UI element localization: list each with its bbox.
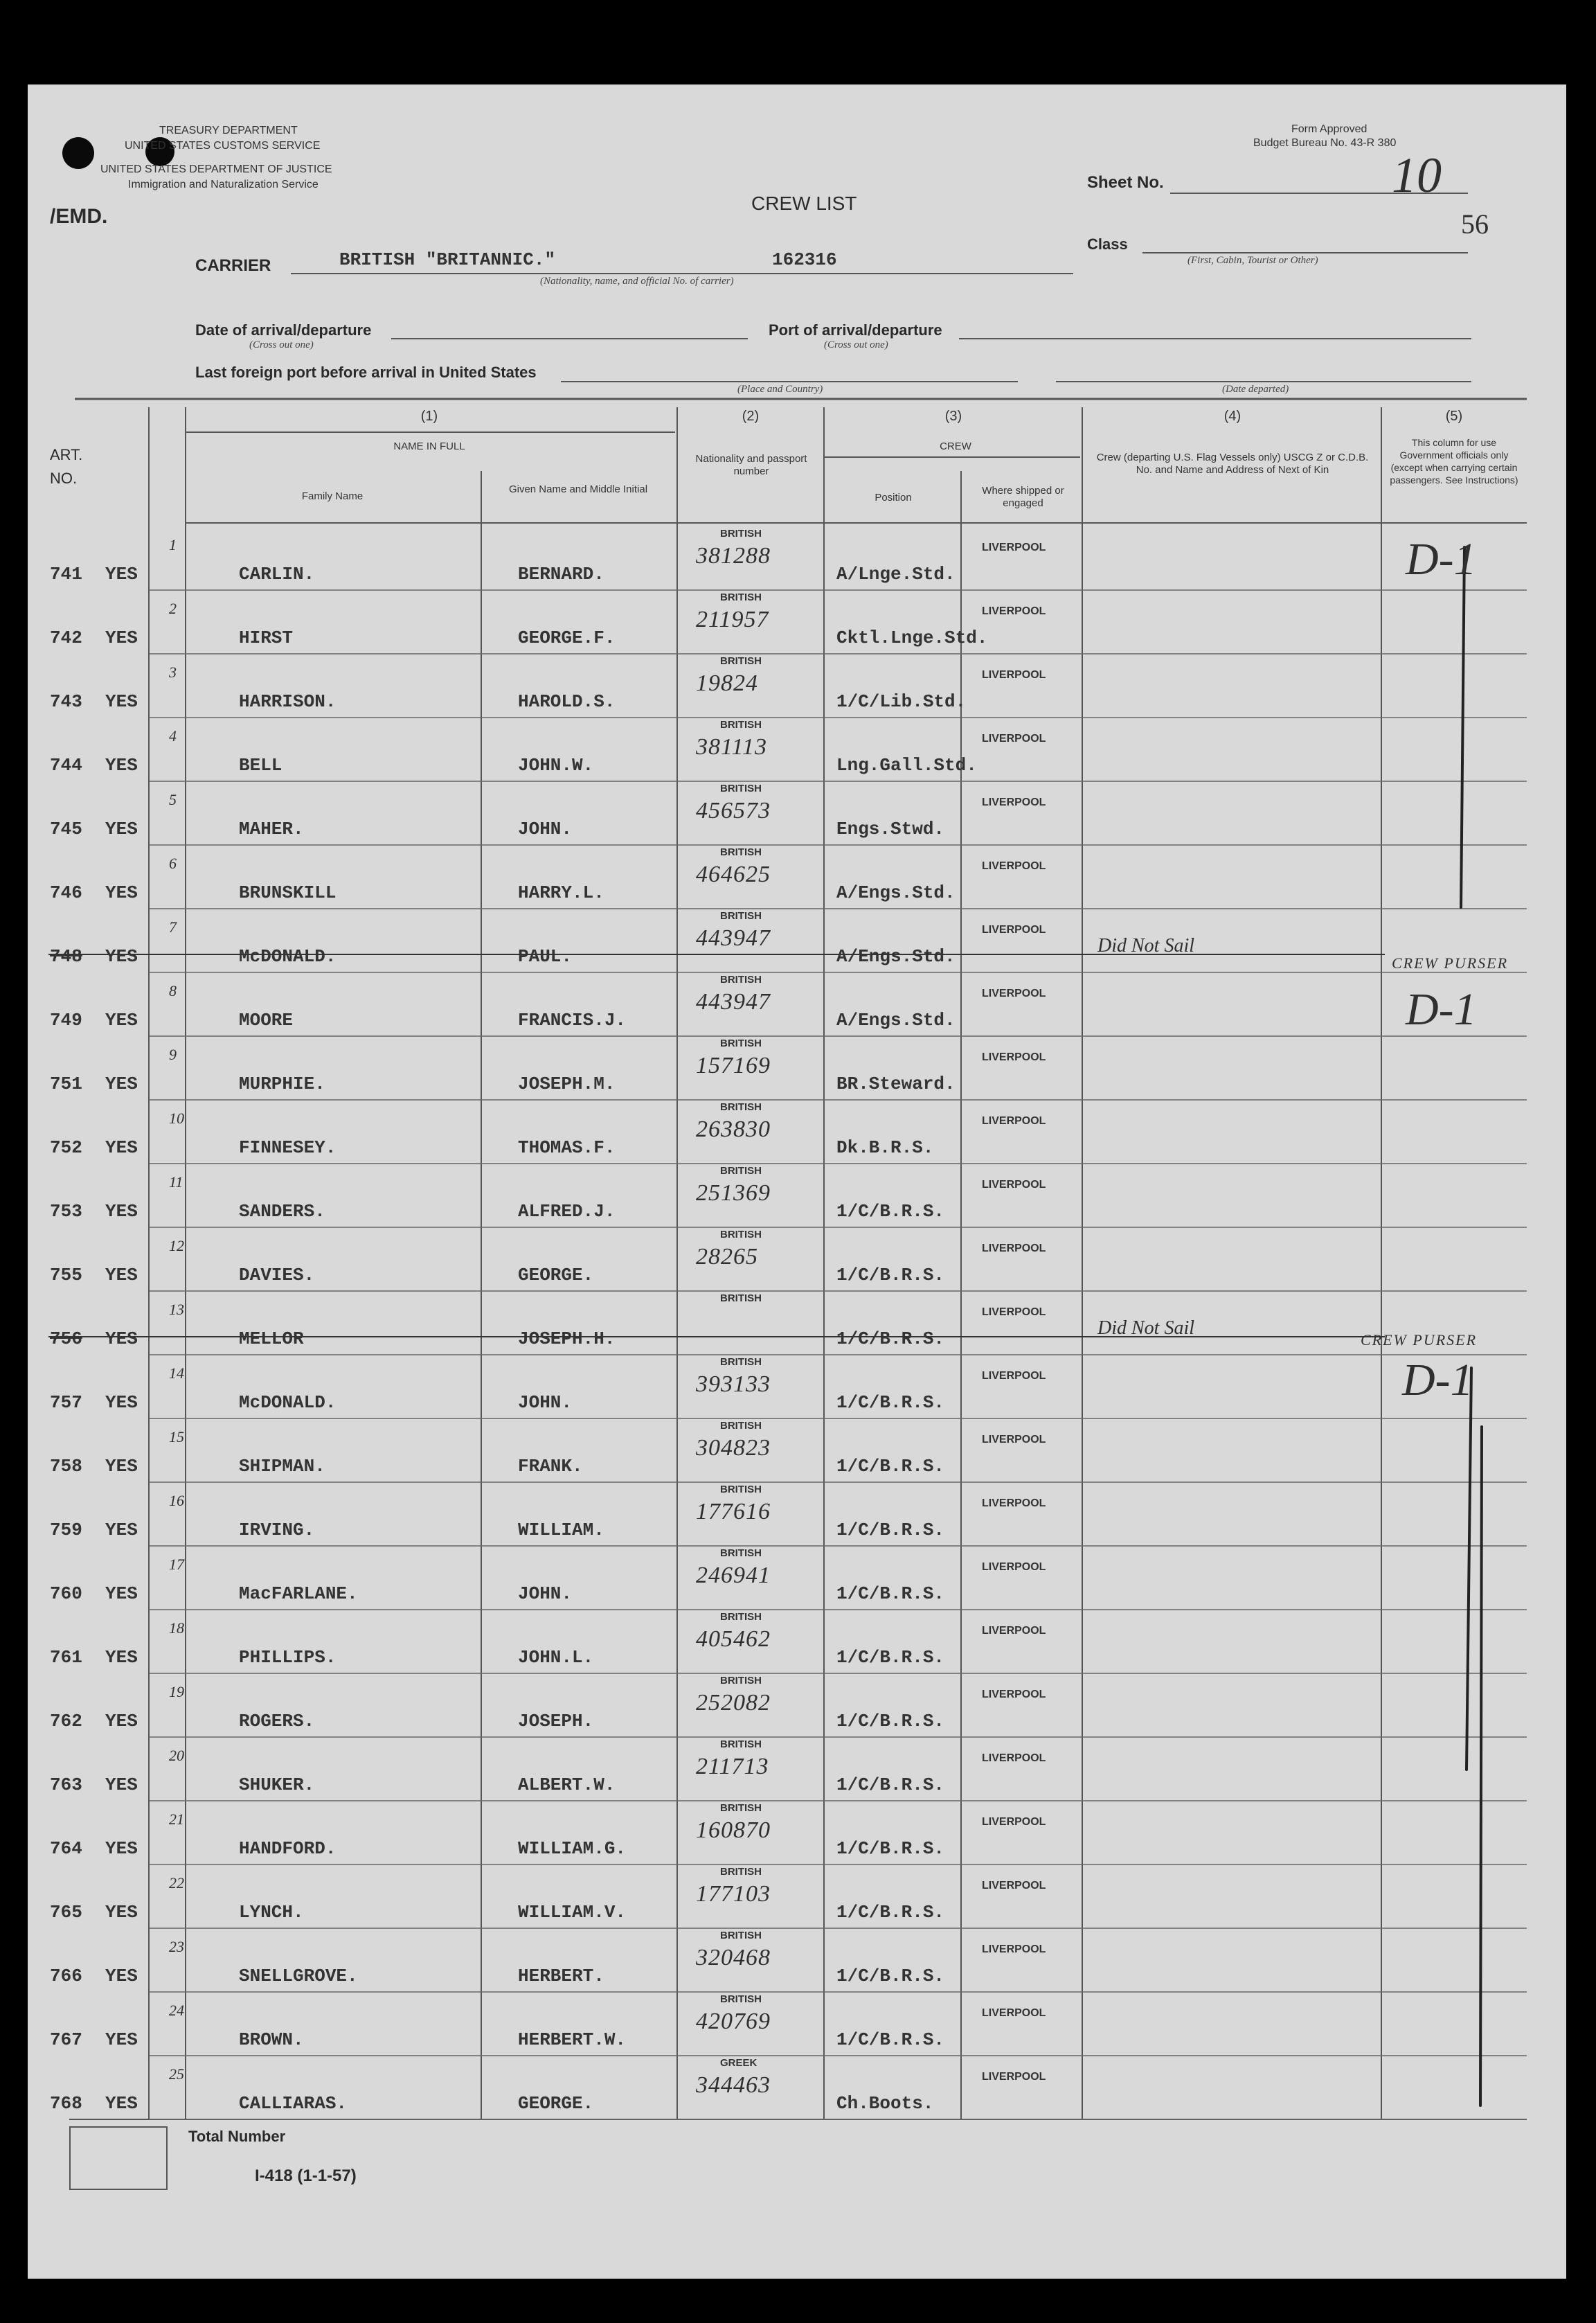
given-name: HAROLD.S. [518,691,616,712]
table-row [0,1355,1596,1418]
passport-number: 443947 [696,989,771,1015]
given-name: ALBERT.W. [518,1774,616,1795]
shipped-at: LIVERPOOL [982,1179,1046,1191]
yes-mark: YES [105,1328,138,1349]
carrier-caption: (Nationality, name, and official No. of carrier) [540,276,734,287]
family-name: HANDFORD. [239,1838,337,1859]
shipped-at: LIVERPOOL [982,605,1046,617]
table-row [0,526,1596,590]
total-number-box [69,2126,168,2190]
shipped-at: LIVERPOOL [982,1816,1046,1828]
position: Ch.Boots. [836,2093,934,2114]
shipped-at: LIVERPOOL [982,1752,1046,1764]
passport-number: 211957 [696,607,769,632]
col5-number: (5) [1445,409,1463,424]
row-index: 4 [169,727,177,745]
row-index: 21 [169,1810,184,1828]
table-row [0,1928,1596,1992]
shipped-at: LIVERPOOL [982,924,1046,936]
given-name: JOSEPH.M. [518,1074,616,1094]
nationality: BRITISH [720,1866,762,1878]
crew-purser-note-2: CREW PURSER [1361,1331,1478,1349]
given-name: JOSEPH.H. [518,1328,616,1349]
yes-mark: YES [105,2029,138,2050]
row-index: 3 [169,664,177,681]
passport-number: 252082 [696,1690,771,1716]
art-number: 767 [50,2029,82,2050]
yes-mark: YES [105,1902,138,1923]
family-name: MELLOR [239,1328,304,1349]
col3-number: (3) [944,409,962,424]
art-number: 764 [50,1838,82,1859]
given-name: HERBERT.W. [518,2029,627,2050]
col4-number: (4) [1223,409,1241,424]
passport-number: 304823 [696,1435,771,1461]
passport-number: 157169 [696,1053,771,1078]
shipped-at: LIVERPOOL [982,669,1046,681]
position: 1/C/B.R.S. [836,1966,945,1986]
next-of-kin-header: Crew (departing U.S. Flag Vessels only) USCG Z or C.D.B. No. and Name and Address of Next of Kin [1096,452,1369,476]
given-name: WILLIAM.G. [518,1838,627,1859]
nationality: BRITISH [720,1420,762,1432]
table-row [0,781,1596,845]
passport-number: 320468 [696,1945,771,1970]
art-number: 743 [50,691,82,712]
given-name: GEORGE. [518,1265,594,1285]
nationality: BRITISH [720,1038,762,1049]
row-index: 2 [169,600,177,617]
passport-number: 393133 [696,1371,771,1397]
yes-mark: YES [105,882,138,903]
table-row [0,845,1596,909]
budget-bureau: Budget Bureau No. 43-R 380 [1253,137,1397,149]
col1-title: NAME IN FULL [393,440,465,452]
form-approved: Form Approved [1291,123,1368,135]
nationality: BRITISH [720,1292,762,1304]
yes-mark: YES [105,755,138,776]
shipped-at: LIVERPOOL [982,1880,1046,1892]
art-number: 751 [50,1074,82,1094]
next-of-kin-note: Did Not Sail [1097,1317,1195,1339]
reference-mark: /EMD. [50,205,108,228]
given-name: HARRY.L. [518,882,604,903]
table-row [0,590,1596,654]
nationality: BRITISH [720,1675,762,1686]
position: BR.Steward. [836,1074,956,1094]
given-name: THOMAS.F. [518,1137,616,1158]
given-name: HERBERT. [518,1966,604,1986]
family-name: FINNESEY. [239,1137,337,1158]
shipped-at: LIVERPOOL [982,2071,1046,2083]
table-row [0,1164,1596,1227]
given-name: PAUL. [518,946,573,967]
yes-mark: YES [105,1265,138,1285]
passport-number: 420769 [696,2009,771,2034]
given-name: WILLIAM.V. [518,1902,627,1923]
agency-line-2: UNITED STATES CUSTOMS SERVICE [125,140,321,152]
given-name: JOHN.W. [518,755,594,776]
crew-purser-note-1: CREW PURSER [1392,954,1509,972]
row-index: 17 [169,1556,184,1573]
row-index: 6 [169,855,177,872]
class-label: Class [1087,235,1128,253]
art-number: 759 [50,1520,82,1540]
table-row [0,1291,1596,1355]
position: A/Lnge.Std. [836,564,956,585]
art-number: 749 [50,1010,82,1031]
col1-number: (1) [420,409,438,424]
passport-number: 456573 [696,798,771,824]
place-caption: (Place and Country) [737,384,823,395]
row-index: 24 [169,2002,184,2019]
position: Engs.Stwd. [836,819,945,839]
family-name: DAVIES. [239,1265,315,1285]
table-row [0,1227,1596,1291]
row-index: 14 [169,1364,184,1382]
row-index: 23 [169,1938,184,1955]
passport-number: 405462 [696,1626,771,1652]
art-number: 757 [50,1392,82,1413]
given-name: GEORGE. [518,2093,594,2114]
position: A/Engs.Std. [836,1010,956,1031]
d1-mark-bottom: D-1 [1402,1355,1473,1405]
passport-number: 251369 [696,1180,771,1206]
position-header: Position [875,492,912,504]
table-row [0,1864,1596,1928]
nationality-header: Nationality and passport number [695,453,807,477]
nationality: BRITISH [720,1101,762,1113]
passport-number: 443947 [696,925,771,951]
position: 1/C/B.R.S. [836,1265,945,1285]
position: A/Engs.Std. [836,946,956,967]
date-caption: (Cross out one) [249,339,314,350]
family-name: MacFARLANE. [239,1583,358,1604]
table-row [0,1801,1596,1864]
shipped-at: LIVERPOOL [982,1115,1046,1127]
yes-mark: YES [105,1647,138,1668]
given-name-header: Given Name and Middle Initial [508,483,648,495]
nationality: BRITISH [720,528,762,540]
shipped-at: LIVERPOOL [982,542,1046,553]
port-label: Port of arrival/departure [769,321,942,339]
agency-line-1: TREASURY DEPARTMENT [159,125,298,136]
given-name: ALFRED.J. [518,1201,616,1222]
row-index: 20 [169,1747,184,1764]
nationality: BRITISH [720,1547,762,1559]
family-name: CALLIARAS. [239,2093,348,2114]
row-index: 8 [169,982,177,999]
shipped-at: LIVERPOOL [982,1943,1046,1955]
position: Dk.B.R.S. [836,1137,934,1158]
family-name: BRUNSKILL [239,882,337,903]
family-name: SNELLGROVE. [239,1966,358,1986]
page-number: 56 [1461,208,1489,240]
row-index: 11 [169,1173,183,1191]
family-name: HARRISON. [239,691,337,712]
table-row [0,909,1596,972]
where-shipped-header: Where shipped or engaged [982,485,1064,509]
shipped-at: LIVERPOOL [982,1243,1046,1254]
crew-header: CREW [940,440,971,452]
yes-mark: YES [105,1583,138,1604]
given-name: JOHN. [518,1583,573,1604]
shipped-at: LIVERPOOL [982,1434,1046,1445]
sheet-no-value: 10 [1392,148,1442,203]
position: 1/C/B.R.S. [836,1583,945,1604]
yes-mark: YES [105,1966,138,1986]
d1-mark-top: D-1 [1406,534,1477,585]
art-number: 761 [50,1647,82,1668]
shipped-at: LIVERPOOL [982,1689,1046,1700]
art-number: 763 [50,1774,82,1795]
nationality: BRITISH [720,591,762,603]
position: 1/C/B.R.S. [836,1838,945,1859]
art-number: 746 [50,882,82,903]
position: 1/C/B.R.S. [836,1902,945,1923]
passport-number: 211713 [696,1754,769,1779]
shipped-at: LIVERPOOL [982,1051,1046,1063]
date-label: Date of arrival/departure [195,321,372,339]
col2-number: (2) [742,409,760,424]
passport-number: 246941 [696,1563,771,1588]
nationality: BRITISH [720,783,762,794]
family-name: McDONALD. [239,946,337,967]
family-name: ROGERS. [239,1711,315,1732]
art-number: 762 [50,1711,82,1732]
d1-mark-middle: D-1 [1406,984,1477,1035]
family-name-header: Family Name [301,490,364,502]
page-title: CREW LIST [751,193,857,214]
table-row [0,2056,1596,2119]
nationality: GREEK [720,2057,757,2069]
passport-number: 464625 [696,862,771,887]
nationality: BRITISH [720,719,762,731]
art-number: 760 [50,1583,82,1604]
table-row [0,1992,1596,2056]
yes-mark: YES [105,1392,138,1413]
table-row [0,1100,1596,1164]
class-caption: (First, Cabin, Tourist or Other) [1187,255,1318,266]
yes-mark: YES [105,1137,138,1158]
nationality: BRITISH [720,1356,762,1368]
row-index: 13 [169,1301,184,1318]
row-index: 5 [169,791,177,808]
yes-mark: YES [105,691,138,712]
family-name: McDONALD. [239,1392,337,1413]
row-index: 10 [169,1110,184,1127]
yes-mark: YES [105,1010,138,1031]
art-number: 742 [50,628,82,648]
row-index: 15 [169,1428,184,1445]
family-name: MAHER. [239,819,304,839]
table-row [0,1036,1596,1100]
row-index: 16 [169,1492,184,1509]
row-index: 9 [169,1046,177,1063]
nationality: BRITISH [720,1738,762,1750]
family-name: HIRST [239,628,294,648]
nationality: BRITISH [720,1993,762,2005]
row-index: 22 [169,1874,184,1892]
art-number: 768 [50,2093,82,2114]
carrier-label: CARRIER [195,256,271,275]
table-row [0,972,1596,1036]
row-index: 25 [169,2065,184,2083]
yes-mark: YES [105,1456,138,1477]
position: 1/C/B.R.S. [836,1711,945,1732]
yes-mark: YES [105,1711,138,1732]
passport-number: 381288 [696,543,771,569]
table-row [0,718,1596,781]
row-index: 19 [169,1683,184,1700]
shipped-at: LIVERPOOL [982,1625,1046,1637]
position: Lng.Gall.Std. [836,755,977,776]
nationality: BRITISH [720,846,762,858]
nationality: BRITISH [720,910,762,922]
position: 1/C/B.R.S. [836,1774,945,1795]
art-number: 758 [50,1456,82,1477]
position: 1/C/B.R.S. [836,1392,945,1413]
form-number: I-418 (1-1-57) [255,2166,357,2185]
nationality: BRITISH [720,1484,762,1495]
position: 1/C/B.R.S. [836,1520,945,1540]
yes-mark: YES [105,1838,138,1859]
table-row [0,1482,1596,1546]
position: Cktl.Lnge.Std. [836,628,988,648]
nationality: BRITISH [720,1611,762,1623]
agency-line-4: Immigration and Naturalization Service [128,179,319,190]
art-number: 752 [50,1137,82,1158]
family-name: SHIPMAN. [239,1456,325,1477]
art-number: 765 [50,1902,82,1923]
yes-mark: YES [105,819,138,839]
given-name: GEORGE.F. [518,628,616,648]
row-index: 18 [169,1619,184,1637]
agency-line-3: UNITED STATES DEPARTMENT OF JUSTICE [100,163,332,175]
carrier-value: BRITISH "BRITANNIC." [339,249,556,270]
given-name: JOHN. [518,1392,573,1413]
art-number: 766 [50,1966,82,1986]
yes-mark: YES [105,1074,138,1094]
last-port-label: Last foreign port before arrival in United States [195,364,537,381]
shipped-at: LIVERPOOL [982,2007,1046,2019]
row-index: 7 [169,918,177,936]
yes-mark: YES [105,1520,138,1540]
art-number: 744 [50,755,82,776]
art-number: 756 [50,1328,82,1349]
yes-mark: YES [105,564,138,585]
nationality: BRITISH [720,1930,762,1941]
shipped-at: LIVERPOOL [982,733,1046,745]
given-name: JOSEPH. [518,1711,594,1732]
yes-mark: YES [105,2093,138,2114]
next-of-kin-note: Did Not Sail [1097,935,1195,956]
family-name: SHUKER. [239,1774,315,1795]
position: 1/C/B.R.S. [836,1328,945,1349]
family-name: SANDERS. [239,1201,325,1222]
nationality: BRITISH [720,1229,762,1240]
art-number: 753 [50,1201,82,1222]
position: 1/C/B.R.S. [836,2029,945,2050]
art-number: 748 [50,946,82,967]
sheet-no-label: Sheet No. [1087,173,1164,192]
position: 1/C/Lib.Std. [836,691,967,712]
shipped-at: LIVERPOOL [982,988,1046,999]
family-name: BROWN. [239,2029,304,2050]
government-use-header: This column for use Government officials only (except when carrying certain passengers. See Instructions) [1390,437,1518,486]
position: 1/C/B.R.S. [836,1647,945,1668]
nationality: BRITISH [720,974,762,986]
table-row [0,1737,1596,1801]
passport-number: 28265 [696,1244,758,1270]
nationality: BRITISH [720,1802,762,1814]
passport-number: 19824 [696,670,758,696]
port-caption: (Cross out one) [824,339,888,350]
given-name: BERNARD. [518,564,604,585]
table-row [0,1546,1596,1610]
family-name: LYNCH. [239,1902,304,1923]
table-row [0,1418,1596,1482]
date-departed-caption: (Date departed) [1222,384,1289,395]
given-name: JOHN.L. [518,1647,594,1668]
yes-mark: YES [105,946,138,967]
total-number-label: Total Number [188,2128,286,2145]
art-number: 745 [50,819,82,839]
shipped-at: LIVERPOOL [982,1561,1046,1573]
yes-mark: YES [105,628,138,648]
shipped-at: LIVERPOOL [982,1497,1046,1509]
shipped-at: LIVERPOOL [982,860,1046,872]
shipped-at: LIVERPOOL [982,796,1046,808]
given-name: FRANCIS.J. [518,1010,627,1031]
nationality: BRITISH [720,655,762,667]
family-name: MURPHIE. [239,1074,325,1094]
position: A/Engs.Std. [836,882,956,903]
position: 1/C/B.R.S. [836,1201,945,1222]
nationality: BRITISH [720,1165,762,1177]
family-name: CARLIN. [239,564,315,585]
passport-number: 263830 [696,1116,771,1142]
given-name: WILLIAM. [518,1520,604,1540]
yes-mark: YES [105,1201,138,1222]
given-name: JOHN. [518,819,573,839]
art-number: 755 [50,1265,82,1285]
family-name: PHILLIPS. [239,1647,337,1668]
position: 1/C/B.R.S. [836,1456,945,1477]
passport-number: 344463 [696,2072,771,2098]
art-no-header: ART. NO. [50,446,83,487]
official-number: 162316 [772,249,837,270]
yes-mark: YES [105,1774,138,1795]
passport-number: 381113 [696,734,767,760]
given-name: FRANK. [518,1456,583,1477]
row-index: 12 [169,1237,184,1254]
family-name: BELL [239,755,283,776]
table-row [0,1673,1596,1737]
row-index: 1 [169,536,177,553]
family-name: IRVING. [239,1520,315,1540]
passport-number: 160870 [696,1817,771,1843]
passport-number: 177616 [696,1499,771,1524]
art-number: 741 [50,564,82,585]
passport-number: 177103 [696,1881,771,1907]
shipped-at: LIVERPOOL [982,1370,1046,1382]
table-row [0,654,1596,718]
family-name: MOORE [239,1010,294,1031]
shipped-at: LIVERPOOL [982,1306,1046,1318]
table-row [0,1610,1596,1673]
